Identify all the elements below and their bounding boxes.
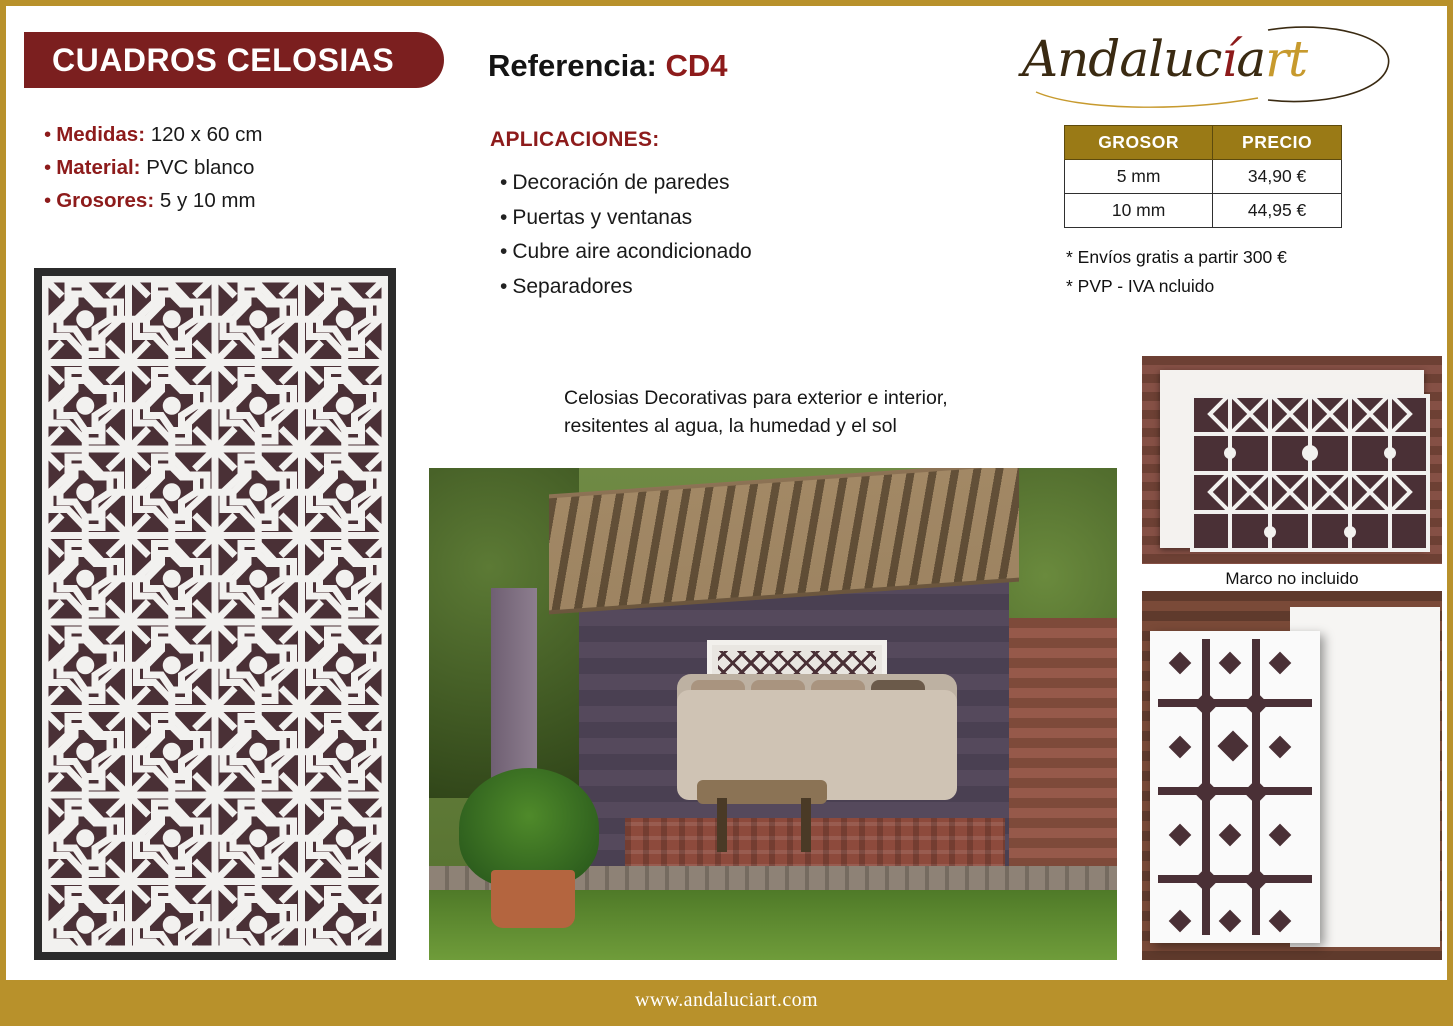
spec-key: Medidas:: [56, 123, 146, 146]
product-panel-pattern: [42, 276, 388, 952]
table-header-row: [1065, 126, 1342, 160]
category-title: CUADROS CELOSIAS: [52, 41, 395, 78]
note-shipping: * Envíos gratis a partir 300 €: [1066, 247, 1287, 267]
photo-caption: [564, 384, 948, 440]
reference-label: Referencia:: [488, 48, 657, 83]
spec-value: 120 x 60 cm: [150, 123, 263, 146]
application-item: [500, 201, 752, 236]
application-item: [500, 166, 752, 201]
footer-bar: [6, 980, 1447, 1020]
reference-line: [488, 48, 728, 84]
cell-thickness: 10 mm: [1065, 194, 1213, 228]
framed-lattice-graphic: [1190, 394, 1430, 552]
framed-product-board: [1160, 370, 1424, 548]
table-row: [1065, 160, 1342, 194]
website-url[interactable]: www.andaluciart.com: [635, 988, 818, 1011]
application-label: Cubre aire acondicionado: [512, 240, 752, 263]
price-notes: [1066, 243, 1287, 301]
note-tax: * PVP - IVA ncluido: [1066, 276, 1215, 296]
applications-title: APLICACIONES:: [490, 128, 660, 151]
bullet-icon: •: [44, 189, 52, 212]
bullet-icon: •: [500, 274, 508, 298]
cell-thickness: 5 mm: [1065, 160, 1213, 194]
application-label: Puertas y ventanas: [512, 205, 693, 229]
application-label: Separadores: [512, 274, 633, 298]
lattice-pattern-graphic: [42, 276, 388, 952]
bullet-icon: •: [500, 205, 508, 229]
logo-part-3: a: [1236, 30, 1266, 88]
closeup-lattice-sheet: [1150, 631, 1320, 943]
table-row: [1065, 194, 1342, 228]
lifestyle-photo: [429, 468, 1117, 960]
bullet-icon: •: [500, 240, 508, 263]
application-item: [500, 270, 752, 305]
bullet-icon: •: [44, 156, 52, 179]
spec-key: Material:: [56, 156, 141, 179]
product-panel-frame: [34, 268, 396, 960]
closeup-product-photo: [1142, 591, 1442, 960]
application-label: Decoración de paredes: [512, 171, 730, 194]
spec-value: 5 y 10 mm: [159, 189, 256, 212]
framed-product-lattice: [1190, 394, 1430, 552]
spec-value: PVC blanco: [146, 156, 255, 179]
photo-terracotta-pot: [491, 870, 575, 928]
application-item: [500, 235, 752, 270]
spec-key: Grosores:: [56, 189, 155, 212]
logo-wordmark: [1022, 30, 1392, 88]
applications-list: [500, 166, 752, 304]
spec-item-grosores: [44, 184, 262, 217]
closeup-lattice-graphic: [1150, 631, 1320, 943]
logo-part-1: Andaluc: [1022, 30, 1222, 88]
framed-product-photo: [1142, 356, 1442, 564]
spec-item-medidas: [44, 118, 262, 151]
photo-table-leg: [717, 798, 727, 852]
logo-part-4: rt: [1265, 30, 1308, 88]
bullet-icon: •: [500, 171, 508, 194]
column-header-grosor: GROSOR: [1065, 126, 1213, 160]
brand-logo: [1022, 24, 1392, 110]
reference-code: CD4: [665, 48, 728, 83]
caption-line-2: resitentes al agua, la humedad y el sol: [564, 415, 897, 437]
column-header-precio: PRECIO: [1213, 126, 1342, 160]
bullet-icon: •: [44, 123, 52, 146]
caption-line-1: Celosias Decorativas para exterior e interior,: [564, 387, 948, 409]
photo-table-leg: [801, 798, 811, 852]
spec-item-material: [44, 151, 262, 184]
category-title-banner: [24, 32, 444, 88]
price-table: [1064, 125, 1342, 228]
specifications-list: [44, 118, 262, 217]
cell-price: 34,90 €: [1213, 160, 1342, 194]
logo-part-2: í: [1221, 30, 1237, 88]
cell-price: 44,95 €: [1213, 194, 1342, 228]
frame-disclaimer: Marco no incluido: [1225, 569, 1359, 588]
